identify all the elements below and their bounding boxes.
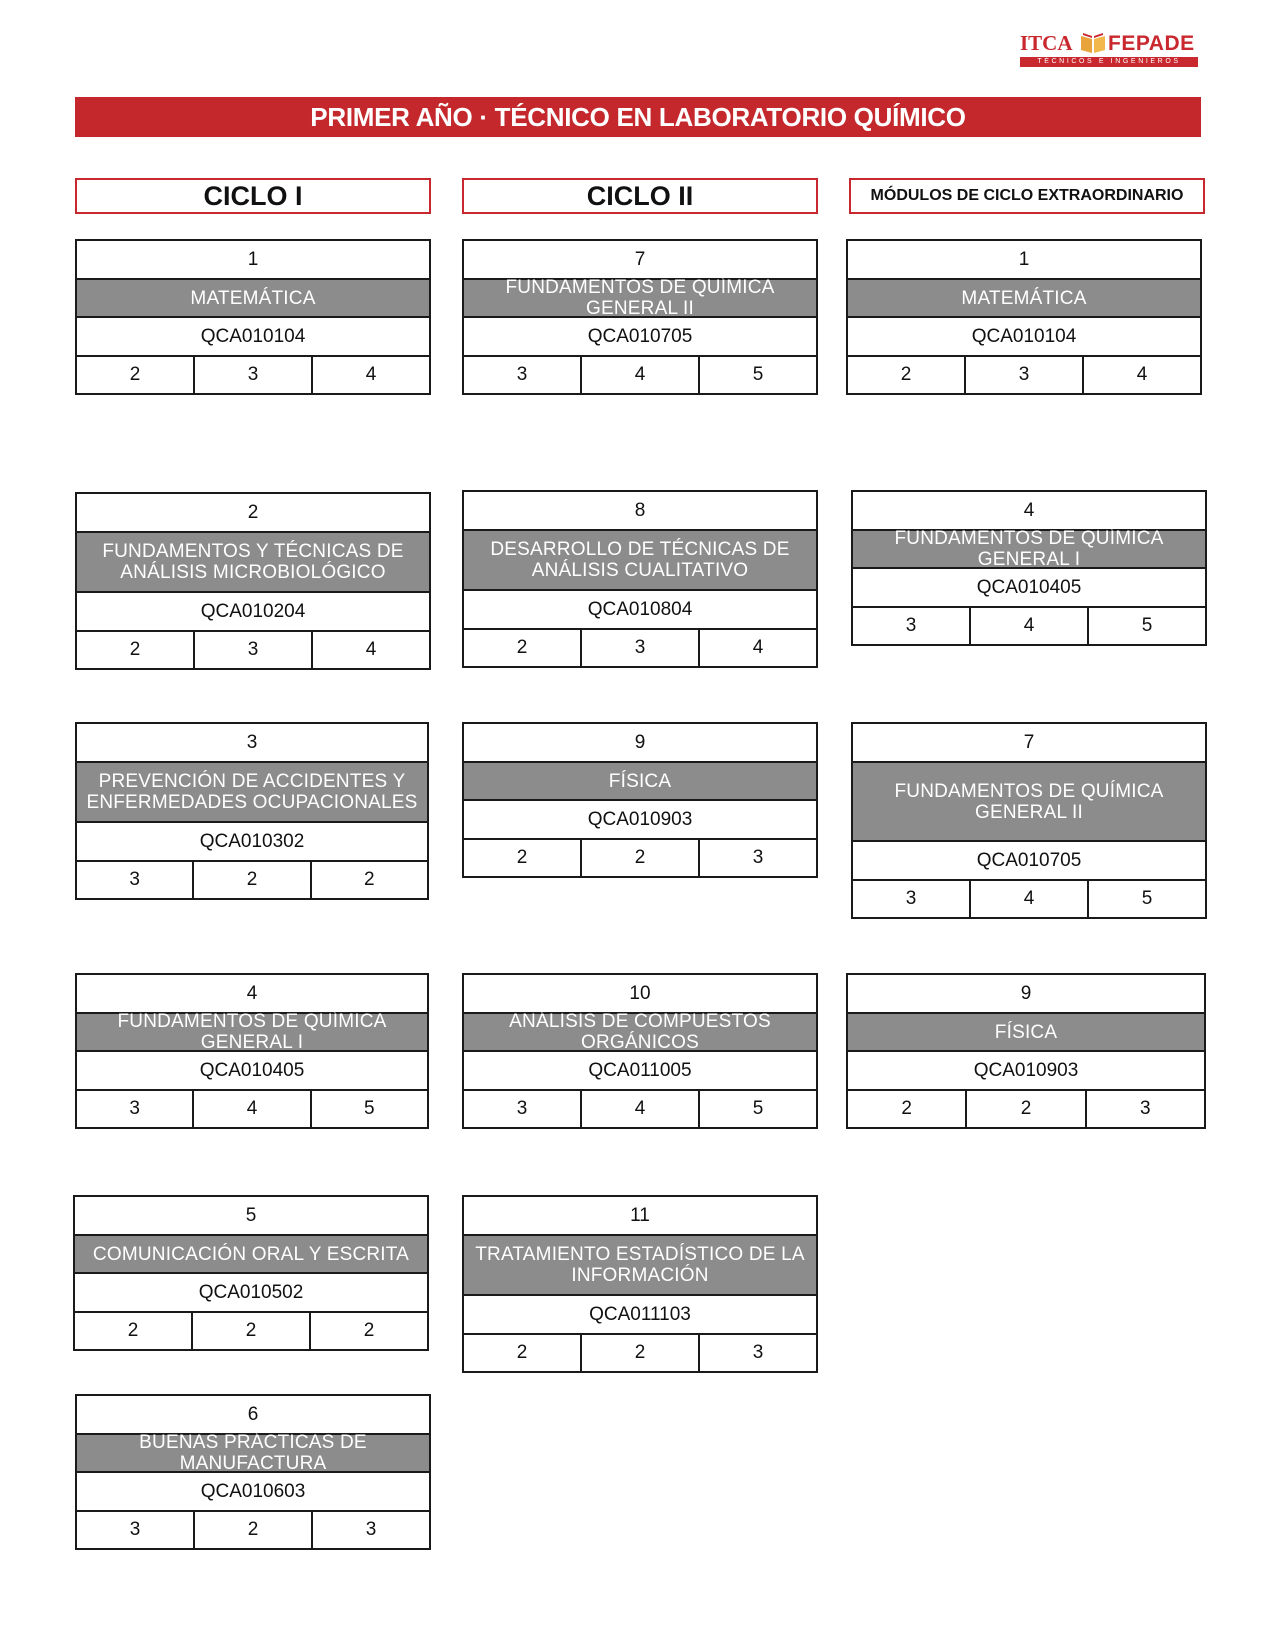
module-title: BUENAS PRÁCTICAS DE MANUFACTURA [77,1435,429,1473]
module-card [75,239,431,395]
module-number: 5 [75,1197,427,1236]
module-number: 1 [848,241,1200,280]
module-value-cell: 4 [969,608,1087,644]
page-title-banner: PRIMER AÑO · TÉCNICO EN LABORATORIO QUÍMICO [75,97,1201,137]
module-values-row [848,1091,1204,1127]
module-code: QCA010104 [77,318,429,357]
module-number: 2 [77,494,429,533]
module-number: 1 [77,241,429,280]
module-code: QCA010104 [848,318,1200,357]
module-value-cell: 2 [900,364,912,385]
module-value-cell: 2 [516,847,528,868]
module-card [75,973,429,1129]
module-title: FUNDAMENTOS DE QUÍMICA GENERAL II [464,280,816,318]
module-code: QCA010903 [464,801,816,840]
logo-word-fepade: FEPADE [1108,32,1195,55]
module-value-cell: 4 [192,1091,309,1127]
module-value-cell: 3 [516,364,528,385]
module-number: 10 [464,975,816,1014]
module-title: COMUNICACIÓN ORAL Y ESCRITA [75,1236,427,1274]
module-value-cell: 5 [310,1091,427,1127]
module-number: 3 [77,724,427,763]
module-value-cell: 3 [905,888,917,909]
logo-tagline: TÉCNICOS E INGENIEROS [1020,57,1198,67]
module-code: QCA010502 [75,1274,427,1313]
module-title: ANÁLISIS DE COMPUESTOS ORGÁNICOS [464,1014,816,1052]
module-values-row [853,608,1205,644]
module-value-cell: 2 [965,1091,1084,1127]
column-header-extraordinario: MÓDULOS DE CICLO EXTRAORDINARIO [849,178,1205,214]
module-number: 7 [464,241,816,280]
module-card [73,1195,429,1351]
module-value-cell: 5 [1087,881,1205,917]
logo-word-itca: ITCA [1020,31,1073,55]
module-value-cell: 2 [127,1320,139,1341]
module-value-cell: 4 [580,1091,698,1127]
module-value-cell: 2 [129,639,141,660]
module-value-cell: 5 [698,357,816,393]
module-value-cell: 3 [698,1335,816,1371]
module-values-row [77,357,429,393]
module-card [462,722,818,878]
module-values-row [464,1091,816,1127]
module-value-cell: 3 [311,1512,429,1548]
module-values-row [853,881,1205,917]
module-value-cell: 2 [580,840,698,876]
module-value-cell: 3 [1085,1091,1204,1127]
module-value-cell: 2 [580,1335,698,1371]
open-book-icon [1080,32,1106,54]
module-values-row [464,1335,816,1371]
module-card [75,492,431,670]
module-card [846,239,1202,395]
module-value-cell: 4 [1082,357,1200,393]
module-title: PREVENCIÓN DE ACCIDENTES Y ENFERMEDADES OCUPACIONALES [77,763,427,823]
module-number: 4 [853,492,1205,531]
module-value-cell: 4 [698,630,816,666]
module-value-cell: 3 [129,1519,141,1540]
module-value-cell: 2 [516,1342,528,1363]
module-value-cell: 3 [516,1098,528,1119]
module-values-row [848,357,1200,393]
module-value-cell: 4 [969,881,1087,917]
column-header-ciclo-1: CICLO I [75,178,431,214]
module-card [462,490,818,668]
module-code: QCA011005 [464,1052,816,1091]
module-title: TRATAMIENTO ESTADÍSTICO DE LA INFORMACIÓN [464,1236,816,1296]
module-title: MATEMÁTICA [77,280,429,318]
module-title: FÍSICA [464,763,816,801]
module-title: MATEMÁTICA [848,280,1200,318]
module-values-row [464,357,816,393]
module-value-cell: 3 [698,840,816,876]
module-card [462,973,818,1129]
module-code: QCA010204 [77,593,429,632]
module-value-cell: 2 [193,1512,311,1548]
module-card [851,722,1207,919]
module-value-cell: 5 [1087,608,1205,644]
module-code: QCA010705 [464,318,816,357]
module-value-cell: 5 [698,1091,816,1127]
module-value-cell: 4 [311,632,429,668]
module-number: 9 [464,724,816,763]
module-values-row [464,630,816,666]
module-value-cell: 3 [193,357,311,393]
module-value-cell: 2 [516,637,528,658]
module-card [846,973,1206,1129]
module-value-cell: 2 [901,1098,912,1119]
module-values-row [77,1512,429,1548]
module-number: 7 [853,724,1205,763]
column-header-ciclo-2: CICLO II [462,178,818,214]
module-card [851,490,1207,646]
module-code: QCA010405 [77,1052,427,1091]
module-code: QCA010903 [848,1052,1204,1091]
module-values-row [75,1313,427,1349]
module-number: 6 [77,1396,429,1435]
module-code: QCA010405 [853,569,1205,608]
module-number: 11 [464,1197,816,1236]
module-card [75,722,429,900]
module-title: FUNDAMENTOS Y TÉCNICAS DE ANÁLISIS MICROBIOLÓGICO [77,533,429,593]
module-value-cell: 2 [129,364,141,385]
module-title: FÍSICA [848,1014,1204,1052]
module-value-cell: 2 [192,862,309,898]
module-title: DESARROLLO DE TÉCNICAS DE ANÁLISIS CUALITATIVO [464,531,816,591]
module-values-row [77,632,429,668]
module-number: 4 [77,975,427,1014]
module-values-row [77,862,427,898]
module-code: QCA010705 [853,842,1205,881]
module-card [75,1394,431,1550]
module-value-cell: 2 [191,1313,309,1349]
module-number: 8 [464,492,816,531]
module-value-cell: 2 [310,862,427,898]
module-values-row [464,840,816,876]
module-code: QCA011103 [464,1296,816,1335]
module-code: QCA010302 [77,823,427,862]
module-value-cell: 3 [193,632,311,668]
module-title: FUNDAMENTOS DE QUÍMICA GENERAL I [853,531,1205,569]
module-value-cell: 3 [905,615,917,636]
module-code: QCA010603 [77,1473,429,1512]
module-code: QCA010804 [464,591,816,630]
module-card [462,1195,818,1373]
module-value-cell: 4 [311,357,429,393]
module-number: 9 [848,975,1204,1014]
itca-fepade-logo [1020,30,1200,70]
module-value-cell: 3 [580,630,698,666]
module-title: FUNDAMENTOS DE QUÍMICA GENERAL I [77,1014,427,1052]
module-title: FUNDAMENTOS DE QUÍMICA GENERAL II [853,763,1205,842]
module-value-cell: 4 [580,357,698,393]
module-value-cell: 3 [964,357,1082,393]
module-value-cell: 3 [129,1098,140,1119]
module-value-cell: 3 [129,869,140,890]
module-card [462,239,818,395]
module-value-cell: 2 [309,1313,427,1349]
module-values-row [77,1091,427,1127]
